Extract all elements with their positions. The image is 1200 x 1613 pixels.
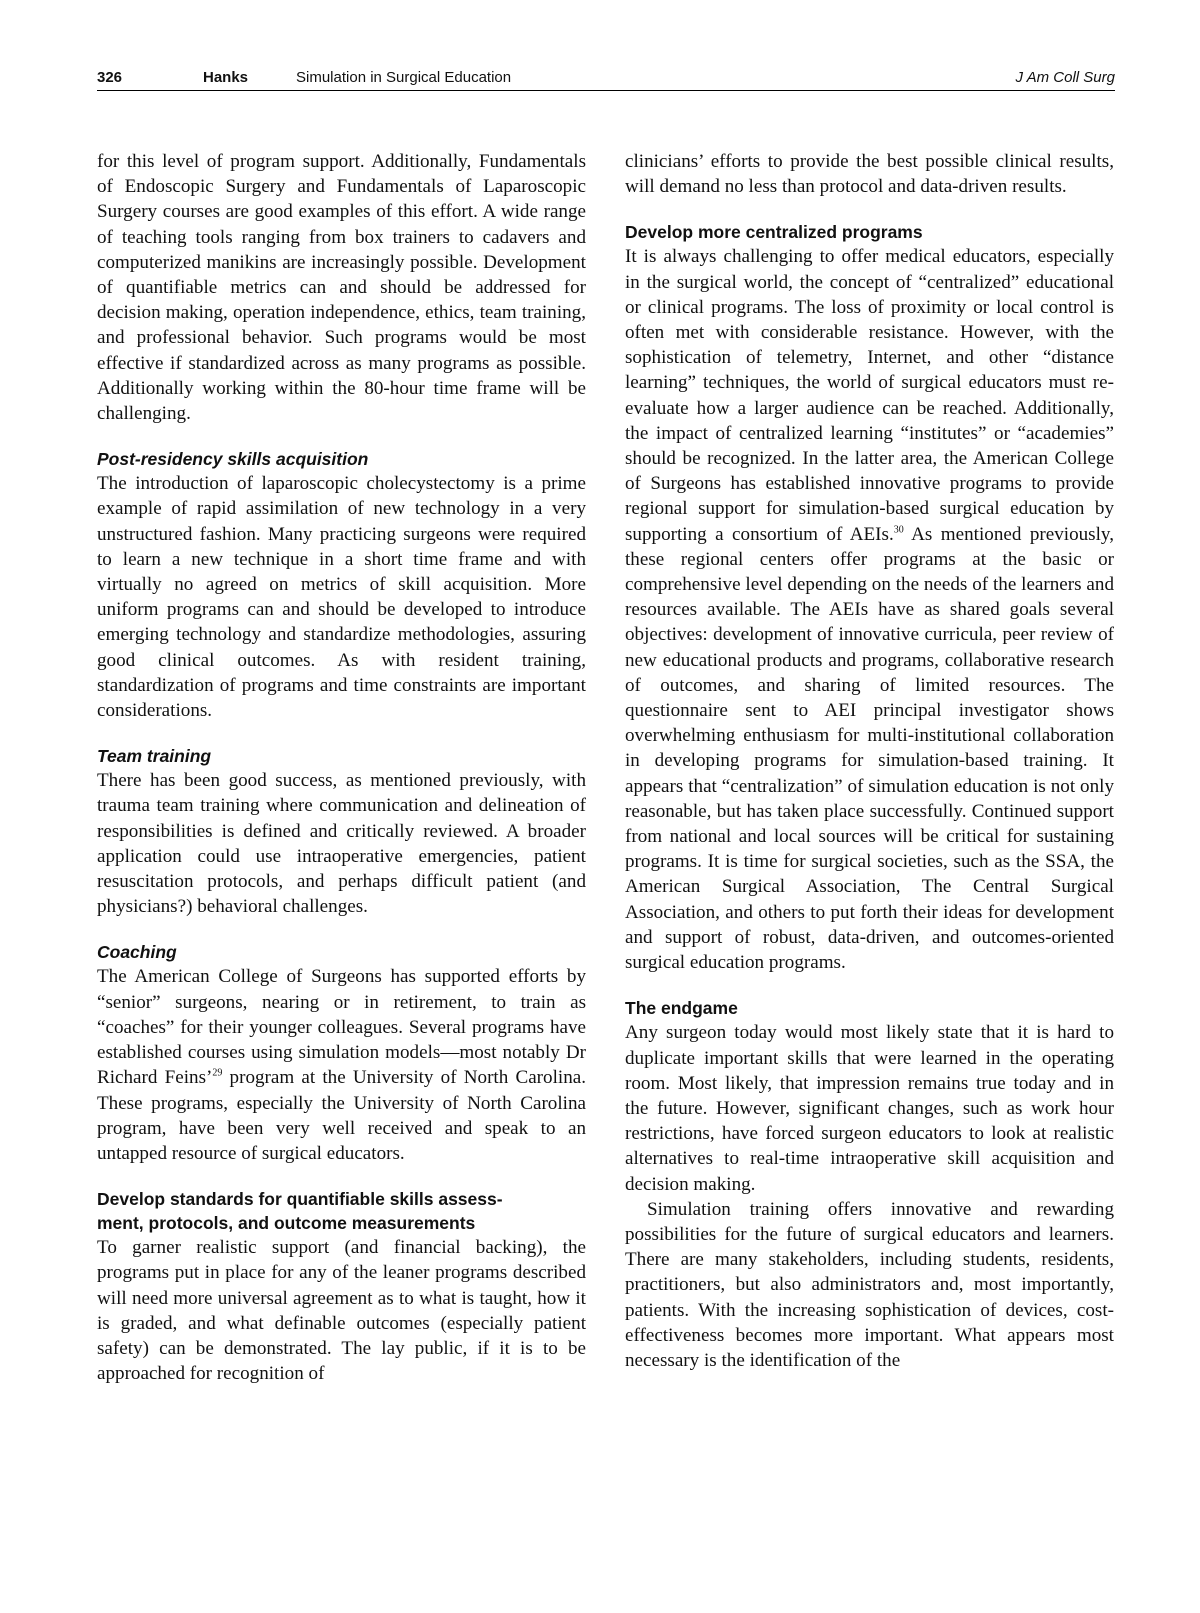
centralized-programs-paragraph <box>625 244 1114 975</box>
left-column <box>97 149 586 1386</box>
page-number: 326 <box>97 69 123 86</box>
standards-heading <box>97 1187 586 1235</box>
centralized-text-part2: As mentioned previously, these regional centers offer programs at the basic or comprehensive level depending on the needs of the learners and resources available. The AEIs have as shared goals several objectives: development of innovative curricula, peer review of new educational products and programs, collaborative research of outcomes, and sharing of limited resources. The questionnaire sent to AEI principal investigator shows overwhelming enthusiasm for multi-institutional collaboration in developing programs for simulation-based training. It appears that “centralization” of simulation education is not only reasonable, but has taken place successfully. Continued support from national and local sources will be critical for sustaining programs. It is time for surgical societies, such as the SSA, the American Surgical Association, The Central Surgical Association, and others to put forth their ideas for development and support of robust, data-driven, and outcomes-oriented surgical education programs. <box>625 523 1114 974</box>
endgame-heading: The endgame <box>625 998 738 1019</box>
post-residency-paragraph: The introduction of laparoscopic cholecystectomy is a prime example of rapid assimilation of new technology in a very unstructured fashion. Many practicing surgeons were required to learn a new technique in a short time frame and with virtually no agreed on metrics of skill acquisition. More uniform programs can and should be developed to introduce emerging technology and standardize methodologies, assuring good clinical outcomes. As with resident training, standardization of programs and time constraints are important considerations. <box>97 473 586 722</box>
standards-heading-line2: ment, protocols, and outcome measurements <box>97 1213 476 1234</box>
right-column <box>625 149 1114 1373</box>
centralized-programs-heading: Develop more centralized programs <box>625 222 923 243</box>
standards-paragraph: To garner realistic support (and financial backing), the programs put in place for any of the leaner programs described will need more universal agreement as to what is taught, how it is graded, and what definable outcomes (especially patient safety) can be demonstrated. The lay public, if it is to be approached for recognition of <box>97 1237 586 1385</box>
endgame-paragraph-2: Simulation training offers innovative and rewarding possibilities for the future of surgical educators and learners. There are many stakeholders, including students, residents, practitioners, but also administrators and, most importantly, patients. With the increasing sophistication of devices, cost-effectiveness becomes more important. What appears most necessary is the identification of the <box>625 1198 1114 1371</box>
reference-29: 29 <box>212 1067 223 1079</box>
endgame-paragraph-1: Any surgeon today would most likely state that it is hard to duplicate important skills that were learned in the operating room. Most likely, that impression remains true today and in the future. However, significant changes, such as work hour restrictions, have forced surgeon educators to look at realistic alternatives to real-time intraoperative skill acquisition and decision making. <box>625 1022 1114 1195</box>
continued-paragraph: clinicians’ efforts to provide the best possible clinical results, will demand no less than protocol and data-driven results. <box>625 151 1114 198</box>
team-training-heading: Team training <box>97 746 212 767</box>
coaching-paragraph <box>97 964 586 1166</box>
standards-heading-line1: Develop standards for quantifiable skills assess- <box>97 1189 503 1210</box>
running-title: Simulation in Surgical Education <box>296 69 512 86</box>
reference-30: 30 <box>893 524 904 536</box>
coaching-text-part2: program at the University of North Carolina. These programs, especially the University of North Carolina program, have been very well received and speak to an untapped resource of surgical educators. <box>97 1067 586 1164</box>
coaching-text-part1: The American College of Surgeons has supported efforts by “senior” surgeons, nearing or in retirement, to train as “coaches” for their younger colleagues. Several programs have established courses using simulation models—most notably Dr Richard Feins’ <box>97 966 586 1089</box>
centralized-text-part1: It is always challenging to offer medical educators, especially in the surgical world, the concept of “centralized” educational or clinical programs. The loss of proximity or local control is often met with considerable resistance. However, with the sophistication of telemetry, Internet, and other “distance learning” techniques, the world of surgical educators must re-evaluate how a larger audience can be reached. Additionally, the impact of centralized learning “institutes” or “academies” should be recognized. In the latter area, the American College of Surgeons has established innovative programs to provide regional support for simulation-based surgical education by supporting a consortium of AEIs. <box>625 246 1114 545</box>
team-training-paragraph: There has been good success, as mentioned previously, with trauma team training where communication and delineation of responsibilities is defined and critically reviewed. A broader application could use intraoperative emergencies, patient resuscitation protocols, and perhaps difficult patient (and physicians?) behavioral challenges. <box>97 770 586 918</box>
running-author: Hanks <box>203 69 249 86</box>
coaching-heading: Coaching <box>97 942 177 963</box>
running-header <box>97 66 1115 91</box>
post-residency-heading: Post-residency skills acquisition <box>97 449 369 470</box>
intro-paragraph: for this level of program support. Additionally, Fundamentals of Endoscopic Surgery and Fundamentals of Laparoscopic Surgery courses are good examples of this effort. A wide range of teaching tools ranging from box trainers to cadavers and computerized manikins are increasingly possible. Development of quantifiable metrics can and should be addressed for decision making, operation independence, ethics, team training, and professional behavior. Such programs would be most effective if standardized across as many programs as possible. Additionally working within the 80-hour time frame will be challenging. <box>97 151 586 425</box>
journal-name: J Am Coll Surg <box>1015 69 1115 86</box>
